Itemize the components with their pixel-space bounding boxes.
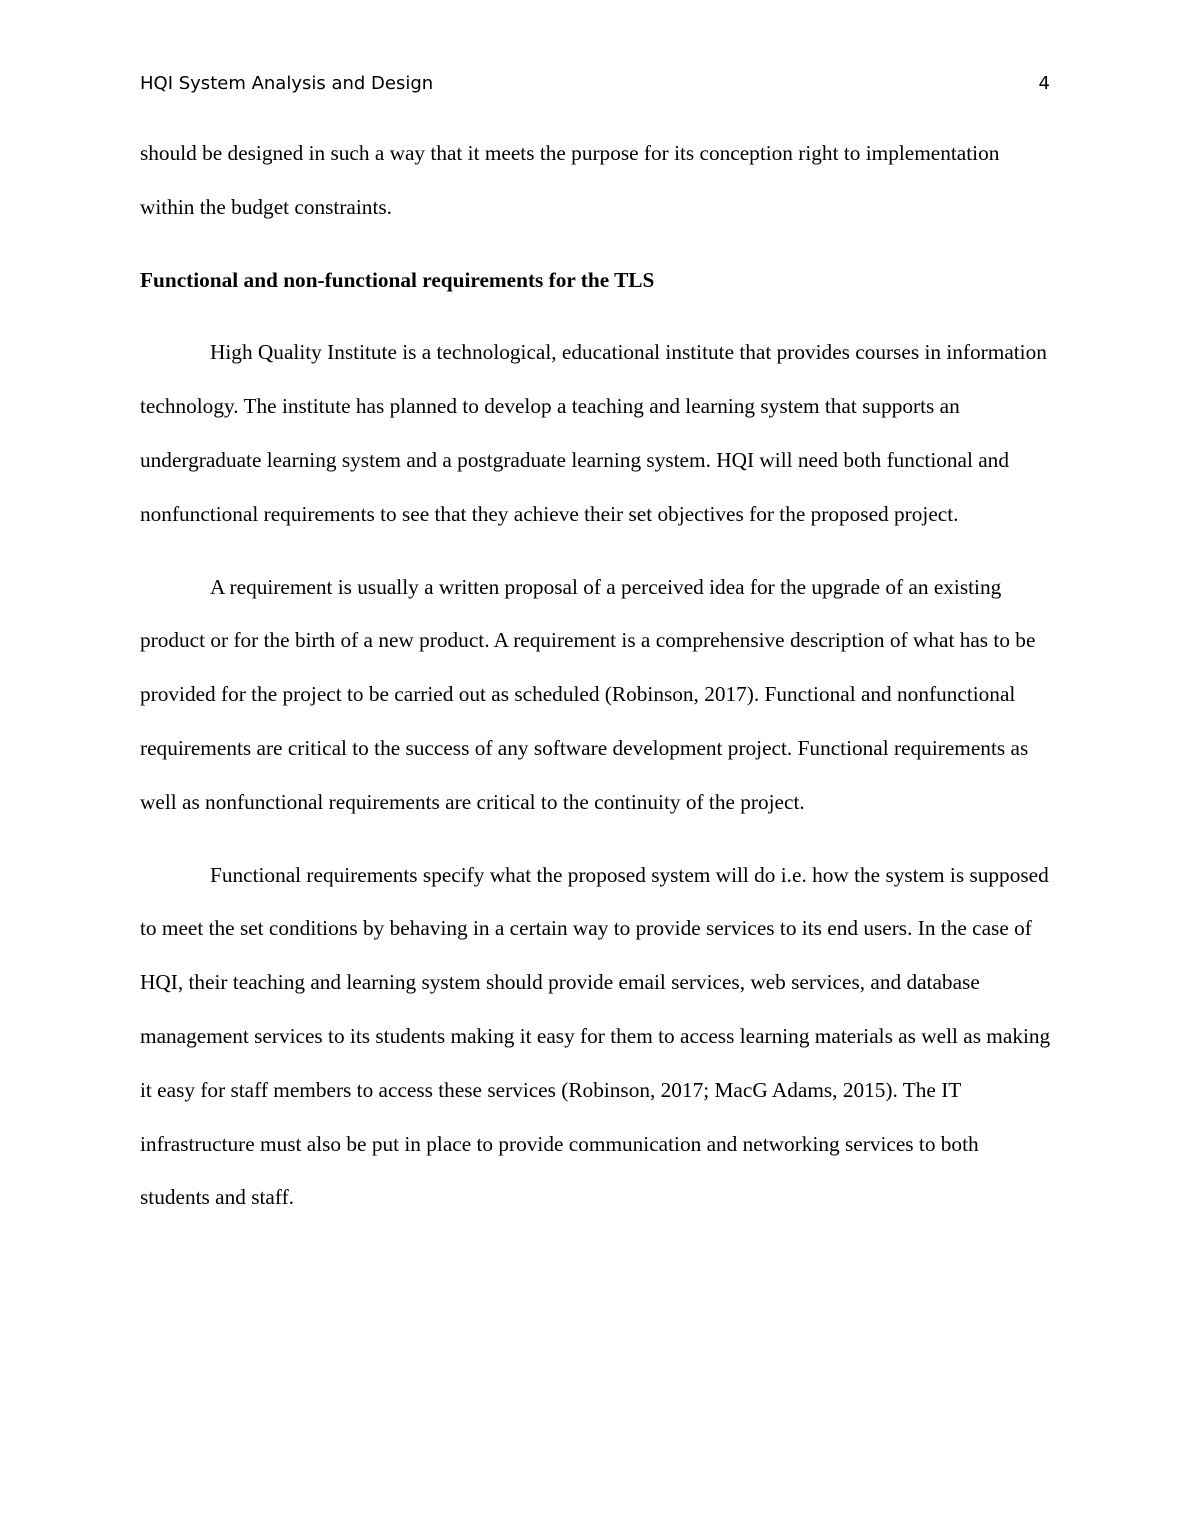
paragraph: A requirement is usually a written proposal of a perceived idea for the upgrade of an existing product or for the birth of a new product. A requirement is a comprehensive description of what has to be provided for the project to be carried out as scheduled (Robinson, 2017). Functional and nonfunctional requirements are critical to the success of any software development project. Functional requirements as well as nonfunctional requirements are critical to the continuity of the project.: [140, 574, 1036, 814]
running-head-title: HQI System Analysis and Design: [140, 73, 434, 94]
document-body: [140, 127, 1052, 1225]
page-number: 4: [1038, 73, 1050, 94]
paragraph: Functional requirements specify what the proposed system will do i.e. how the system is supposed to meet the set conditions by behaving in a certain way to provide services to its end users. In the case of HQI, their teaching and learning system should provide email services, web services, and database management services to its students making it easy for them to access learning materials as well as making it easy for staff members to access these services (Robinson, 2017; MacG Adams, 2015). The IT infrastructure must also be put in place to provide communication and networking services to both students and staff.: [140, 862, 1051, 1210]
continuation-paragraph: should be designed in such a way that it meets the purpose for its conception right to implementation within the budget constraints.: [140, 141, 1000, 219]
section-heading: Functional and non-functional requirements for the TLS: [140, 267, 655, 292]
page-header: [140, 70, 1050, 98]
paragraph: High Quality Institute is a technological, educational institute that provides courses in information technology. The institute has planned to develop a teaching and learning system that supports an undergraduate learning system and a postgraduate learning system. HQI will need both functional and nonfunctional requirements to see that they achieve their set objectives for the proposed project.: [140, 340, 1047, 526]
